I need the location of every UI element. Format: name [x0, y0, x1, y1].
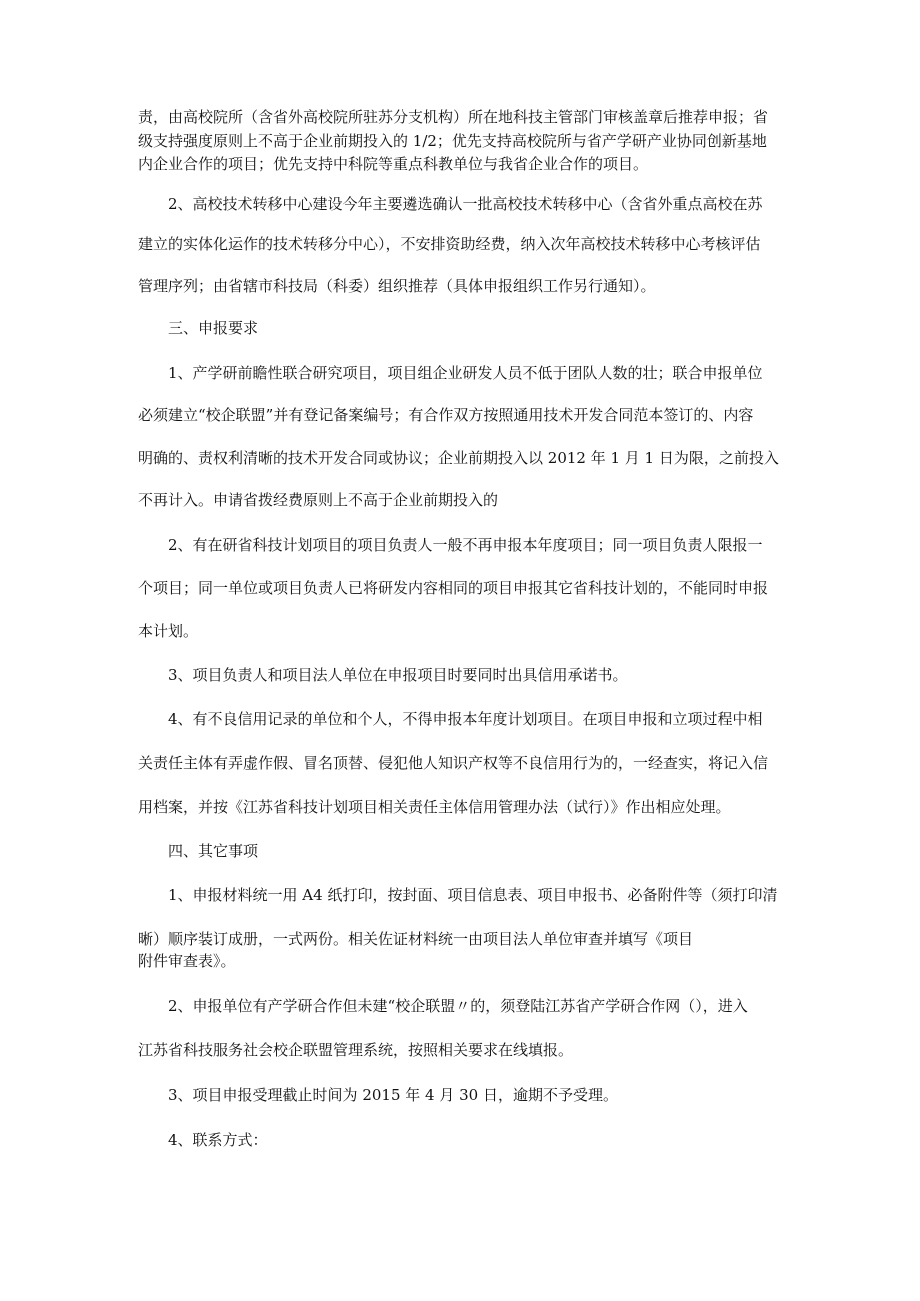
text-line: 附件审查表》。	[138, 952, 236, 970]
text-line: 3、项目申报受理截止时间为 2015 年 4 月 30 日，逾期不予受理。	[168, 1086, 618, 1104]
text-line: 内企业合作的项目；优先支持中科院等重点科教单位与我省企业合作的项目。	[138, 155, 649, 173]
text-line: 级支持强度原则上不高于企业前期投入的 1/2；优先支持高校院所与省产学研产业协同创新基地	[138, 132, 767, 150]
text-line: 江苏省科技服务社会校企联盟管理系统，按照相关要求在线填报。	[138, 1041, 574, 1059]
text-line: 关责任主体有弄虚作假、冒名顶替、侵犯他人知识产权等不良信用行为的，一经查实，将记入信	[138, 754, 769, 772]
text-line: 明确的、责权利清晰的技术开发合同或协议；企业前期投入以 2012 年 1 月 1 日为限，之前投入	[138, 449, 779, 467]
text-line: 2、高校技术转移中心建设今年主要遴选确认一批高校技术转移中心（含省外重点高校在苏	[168, 195, 763, 213]
text-line: 3、项目负责人和项目法人单位在申报项目时要同时出具信用承诺书。	[168, 666, 628, 684]
text-line: 建立的实体化运作的技术转移分中心），不安排资助经费，纳入次年高校技术转移中心考核评估	[138, 235, 761, 253]
text-line: 责，由高校院所（含省外高校院所驻苏分支机构）所在地科技主管部门审核盖章后推荐申报；省	[138, 108, 769, 126]
text-line: 晰）顺序装订成册，一式两份。相关佐证材料统一由项目法人单位审查并填写《项目	[138, 930, 694, 948]
text-line: 必须建立“校企联盟”并有登记备案编号；有合作双方按照通用技术开发合同范本签订的、内容	[138, 406, 754, 424]
text-line: 4、有不良信用记录的单位和个人，不得申报本年度计划项目。在项目申报和立项过程中相	[168, 710, 763, 728]
section-heading: 三、申报要求	[168, 319, 259, 337]
section-heading: 四、其它事项	[168, 842, 259, 860]
text-line: 4、联系方式：	[168, 1131, 268, 1149]
text-line: 用档案，并按《江苏省科技计划项目相关责任主体信用管理办法（试行）》作出相应处理。	[138, 798, 731, 816]
text-line: 1、产学研前瞻性联合研究项目，项目组企业研发人员不低于团队人数的壮；联合申报单位	[168, 364, 763, 382]
text-line: 2、申报单位有产学研合作但未建“校企联盟〃的，须登陆江苏省产学研合作网（），进入	[168, 997, 748, 1015]
text-line: 2、有在研省科技计划项目的项目负责人一般不再申报本年度项目；同一项目负责人限报一	[168, 536, 763, 554]
text-line: 不再计入。申请省拨经费原则上不高于企业前期投入的	[138, 491, 499, 509]
text-line: 个项目；同一单位或项目负责人已将研发内容相同的项目申报其它省科技计划的，不能同时申报	[138, 579, 769, 597]
text-line: 1、申报材料统一用 A4 纸打印，按封面、项目信息表、项目申报书、必备附件等（须打印清	[168, 886, 778, 904]
text-line: 管理序列；由省辖市科技局（科委）组织推荐（具体申报组织工作另行通知）。	[138, 277, 656, 295]
text-line: 本计划。	[138, 622, 199, 640]
